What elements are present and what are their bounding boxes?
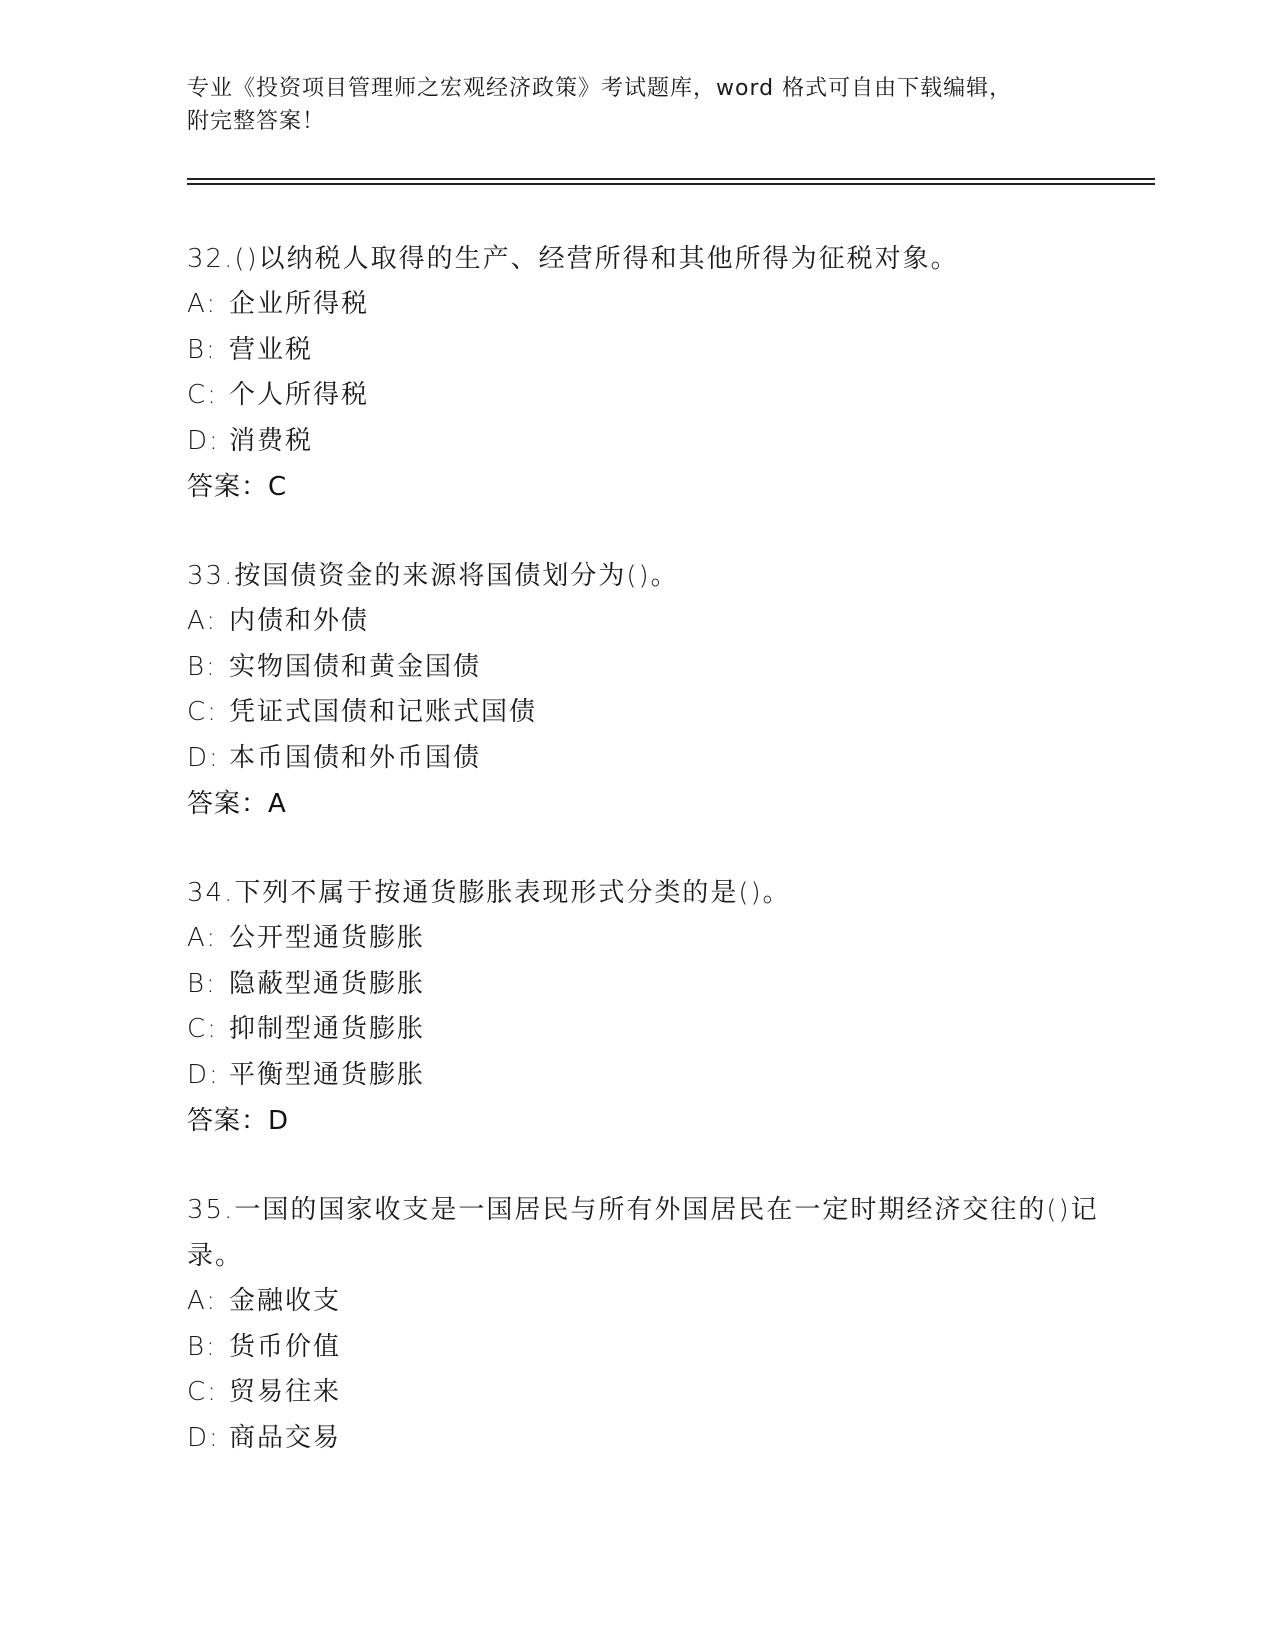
- option-text: 公开型通货膨胀: [229, 923, 426, 953]
- option-c: [187, 1007, 1107, 1053]
- option-c: [187, 1370, 1107, 1416]
- answer-label: 答案：A: [187, 789, 287, 819]
- option-text: 内债和外债: [229, 606, 370, 636]
- question-33: [187, 553, 1107, 827]
- option-text: 本币国债和外币国债: [229, 742, 482, 773]
- option-letter: B:: [187, 1331, 217, 1362]
- option-letter: C:: [187, 1377, 218, 1407]
- option-b: [187, 962, 1107, 1008]
- option-b: [187, 1325, 1107, 1371]
- option-text: 消费税: [229, 425, 314, 456]
- option-b: [187, 645, 1107, 691]
- option-letter: B:: [187, 968, 217, 999]
- option-text: 金融收支: [229, 1286, 342, 1316]
- option-letter: C:: [187, 697, 218, 727]
- option-a: [187, 599, 1107, 645]
- option-c: [187, 373, 1107, 419]
- option-letter: D:: [187, 1422, 220, 1453]
- option-a: [187, 282, 1107, 328]
- option-b: [187, 328, 1107, 374]
- option-text: 营业税: [229, 334, 314, 365]
- document-header: [187, 72, 1087, 138]
- question-stem: 34.下列不属于按通货膨胀表现形式分类的是()。: [187, 878, 791, 908]
- option-d: [187, 736, 1107, 782]
- option-letter: C:: [187, 380, 218, 410]
- answer-label: 答案：D: [187, 1106, 290, 1136]
- option-a: [187, 916, 1107, 962]
- option-letter: D:: [187, 1059, 220, 1090]
- option-text: 平衡型通货膨胀: [229, 1059, 426, 1090]
- option-text: 商品交易: [229, 1422, 342, 1453]
- option-d: [187, 419, 1107, 465]
- option-letter: D:: [187, 425, 220, 456]
- option-letter: A:: [187, 1286, 218, 1316]
- option-letter: D:: [187, 742, 220, 773]
- question-stem: 32.()以纳税人取得的生产、经营所得和其他所得为征税对象。: [187, 244, 959, 274]
- option-a: [187, 1279, 1107, 1325]
- header-divider-top: [187, 178, 1155, 180]
- option-letter: A:: [187, 923, 218, 953]
- option-text: 贸易往来: [229, 1377, 342, 1407]
- option-text: 实物国债和黄金国债: [229, 651, 482, 682]
- option-c: [187, 690, 1107, 736]
- option-letter: C:: [187, 1014, 218, 1044]
- option-text: 凭证式国债和记账式国债: [229, 697, 538, 727]
- question-list: [187, 236, 1107, 1504]
- header-intro-line-1: 专业《投资项目管理师之宏观经济政策》考试题库，word 格式可自由下载编辑，: [187, 76, 1013, 101]
- question-stem: 33.按国债资金的来源将国债划分为()。: [187, 561, 679, 591]
- option-letter: B:: [187, 334, 217, 365]
- option-text: 个人所得税: [229, 380, 370, 410]
- header-intro-line-2: 附完整答案！: [187, 109, 326, 134]
- header-divider-bottom: [187, 183, 1155, 185]
- option-text: 抑制型通货膨胀: [229, 1014, 426, 1044]
- question-32: [187, 236, 1107, 510]
- option-text: 隐蔽型通货膨胀: [229, 968, 426, 999]
- option-letter: B:: [187, 651, 217, 682]
- option-text: 企业所得税: [229, 289, 370, 319]
- option-letter: A:: [187, 289, 218, 319]
- option-d: [187, 1416, 1107, 1462]
- question-stem: 35.一国的国家收支是一国居民与所有外国居民在一定时期经济交往的()记录。: [187, 1195, 1099, 1271]
- option-letter: A:: [187, 606, 218, 636]
- question-34: [187, 870, 1107, 1144]
- answer-label: 答案：C: [187, 472, 288, 502]
- option-d: [187, 1053, 1107, 1099]
- question-35: [187, 1187, 1107, 1461]
- option-text: 货币价值: [229, 1331, 342, 1362]
